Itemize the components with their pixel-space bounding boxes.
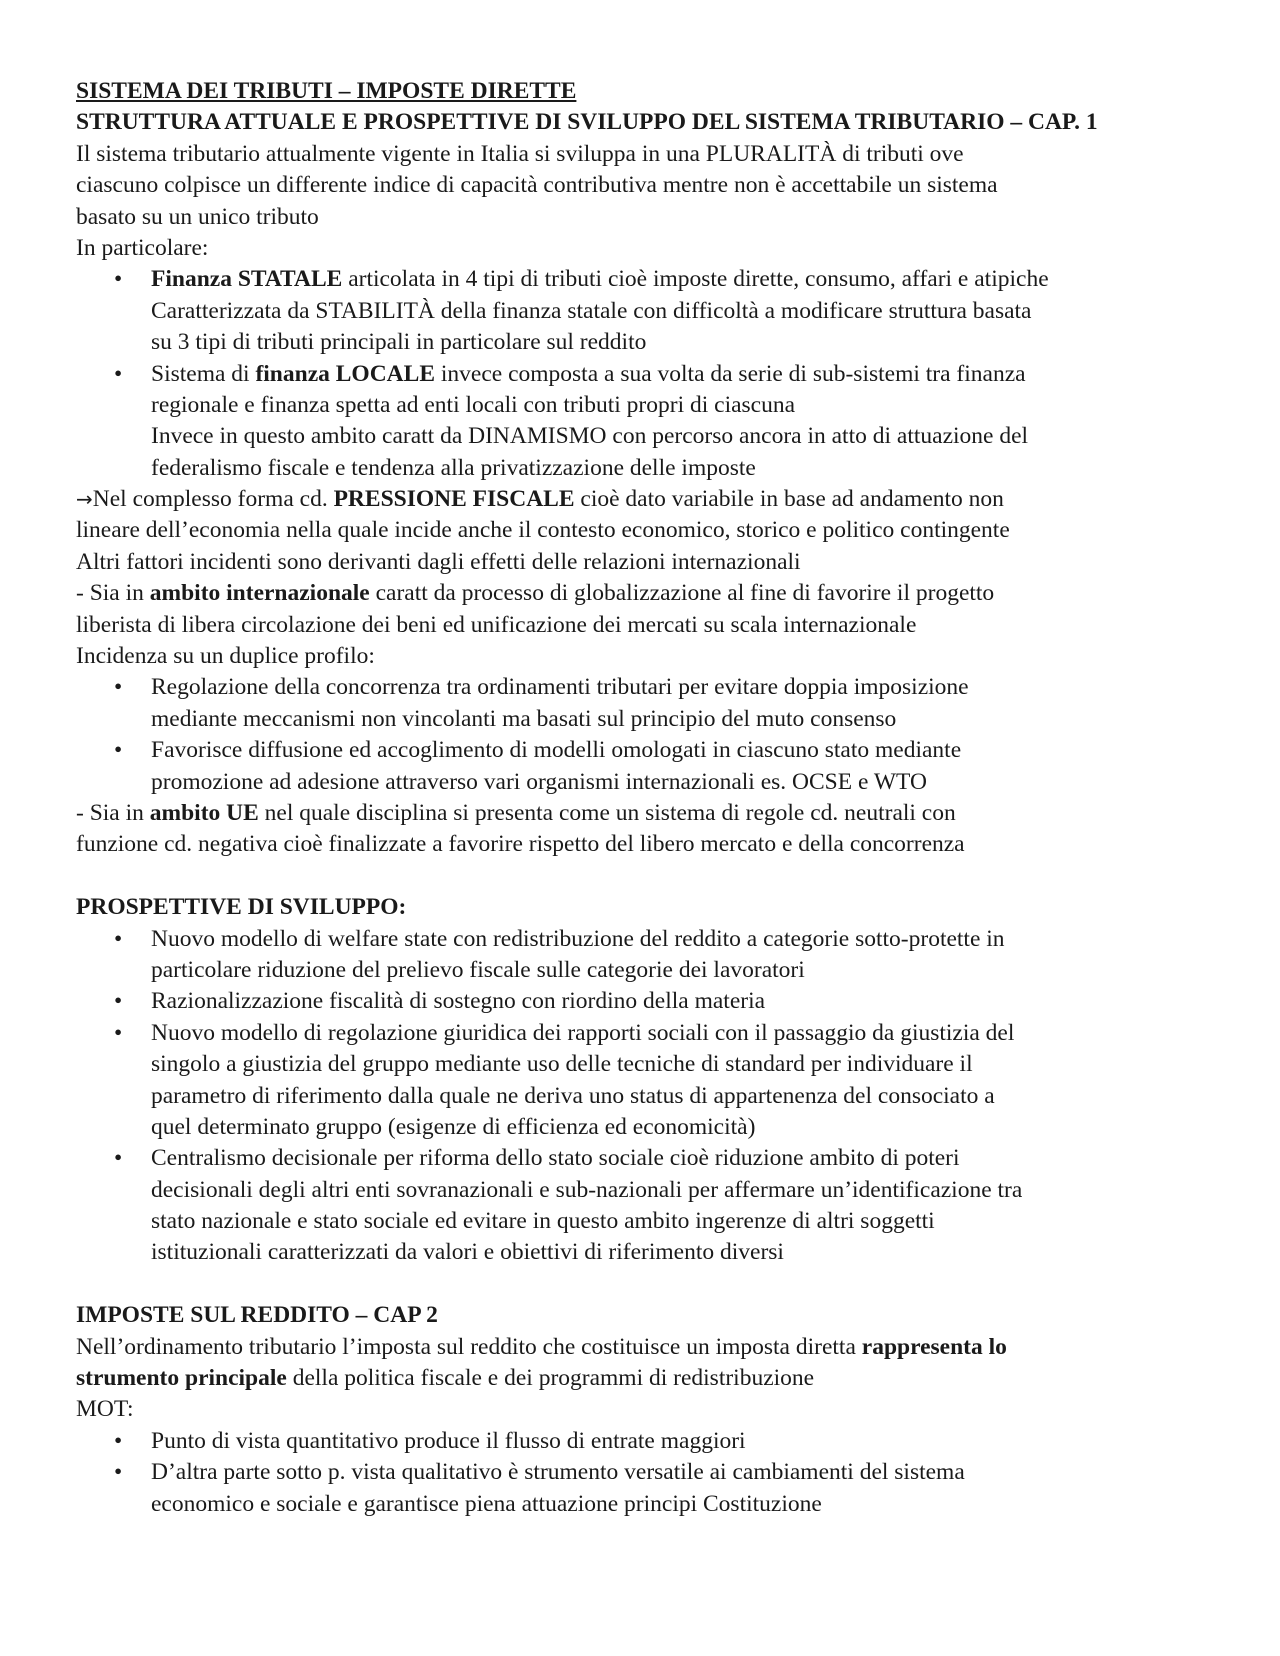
bullet-item-finanza-locale [76,359,1216,390]
bullet-continuation: singolo a giustizia del gruppo mediante uso delle tecniche di standard per individuare il [151,1051,973,1078]
bullet-continuation: particolare riduzione del prelievo fiscale sulle categorie dei lavoratori [151,956,805,983]
paragraph-line: basato su un unico tributo [76,203,319,230]
bullet-continuation: stato nazionale e stato sociale ed evitare in questo ambito ingerenze di altri soggetti [151,1208,935,1235]
paragraph-text: della politica fiscale e dei programmi di redistribuzione [286,1365,815,1392]
bullet-continuation: economico e sociale e garantisce piena attuazione principi Costituzione [151,1490,822,1517]
paragraph-line: Il sistema tributario attualmente vigente in Italia si sviluppa in una PLURALITÀ di tributi ove [76,140,964,167]
item-text: Nuovo modello di regolazione giuridica dei rapporti sociali con il passaggio da giustizia del [151,1019,1015,1046]
item-text: D’altra parte sotto p. vista qualitativo è strumento versatile ai cambiamenti del sistema [151,1459,965,1486]
bullet-item-favorisce [76,735,1216,766]
bullet-glyph: • [114,674,123,701]
paragraph-line [76,1332,1216,1363]
bullet-item-centralismo [76,1143,1216,1174]
bullet-item-razionalizzazione [76,986,1216,1017]
bullet-continuation: mediante meccanismi non vincolanti ma basati sul principio del muto consenso [151,705,897,732]
bullet-glyph: • [114,737,123,764]
bullet-item-qualitativo [76,1457,1216,1488]
bullet-glyph: • [114,988,123,1015]
document-page [76,76,1216,1520]
bullet-continuation: parametro di riferimento dalla quale ne deriva uno status di appartenenza del consociato a [151,1082,995,1109]
bullet-glyph: • [114,1459,123,1486]
paragraph-line: In particolare: [76,234,209,261]
bullet-continuation: decisionali degli altri enti sovranazionali e sub-nazionali per affermare un’identificazione tra [151,1176,1023,1203]
bold-text: ambito UE [149,799,259,826]
paragraph-line: Incidenza su un duplice profilo: [76,643,375,670]
paragraph-line: liberista di libera circolazione dei beni ed unificazione dei mercati su scala internazionale [76,611,917,638]
bullet-item-regolazione-giuridica [76,1018,1216,1049]
ambito-internazionale-line [76,578,1216,609]
bold-text: rappresenta lo [861,1333,1007,1360]
blank-line [76,1269,1216,1300]
bold-text: finanza LOCALE [255,360,435,387]
arrow-right-icon: → [76,487,93,512]
pressione-fiscale-line [76,484,1216,515]
bullet-item-regolazione [76,672,1216,703]
bullet-glyph: • [114,925,123,952]
bullet-continuation: promozione ad adesione attraverso vari organismi internazionali es. OCSE e WTO [151,768,927,795]
paragraph-text: cioè dato variabile in base ad andamento non [574,486,1004,513]
paragraph-text: caratt da processo di globalizzazione al fine di favorire il progetto [369,580,995,607]
mot-label: MOT: [76,1396,134,1423]
bullet-glyph: • [114,266,123,293]
paragraph-text: - Sia in [76,799,150,826]
bullet-item-welfare [76,924,1216,955]
paragraph-text: nel quale disciplina si presenta come un sistema di regole cd. neutrali con [258,799,956,826]
item-text: Regolazione della concorrenza tra ordinamenti tributari per evitare doppia imposizione [151,674,969,701]
item-text: articolata in 4 tipi di tributi cioè imposte dirette, consumo, affari e atipiche [342,266,1049,293]
paragraph-line: lineare dell’economia nella quale incide anche il contesto economico, storico e politico contingente [76,517,1010,544]
bullet-glyph: • [114,1427,123,1454]
bullet-continuation: Caratterizzata da STABILITÀ della finanza statale con difficoltà a modificare struttura basata [151,297,1032,324]
bullet-continuation: istituzionali caratterizzati da valori e obiettivi di riferimento diversi [151,1239,784,1266]
paragraph-line: ciascuno colpisce un differente indice di capacità contributiva mentre non è accettabile un sistema [76,172,998,199]
bullet-glyph: • [114,1145,123,1172]
paragraph-line: Altri fattori incidenti sono derivanti dagli effetti delle relazioni internazionali [76,548,801,575]
item-text: invece composta a sua volta da serie di sub-sistemi tra finanza [435,360,1026,387]
bullet-continuation: su 3 tipi di tributi principali in particolare sul reddito [151,329,647,356]
bold-text: Finanza STATALE [151,266,343,293]
paragraph-text: Nel complesso forma cd. [92,486,334,513]
bullet-item-finanza-statale [76,264,1216,295]
bullet-continuation: Invece in questo ambito caratt da DINAMISMO con percorso ancora in atto di attuazione del [151,423,1029,450]
paragraph-line [76,1363,1216,1394]
bullet-continuation: regionale e finanza spetta ad enti locali con tributi propri di ciascuna [151,391,796,418]
bullet-continuation: federalismo fiscale e tendenza alla privatizzazione delle imposte [151,454,756,481]
bullet-item-quantitativo [76,1426,1216,1457]
paragraph-line: funzione cd. negativa cioè finalizzate a favorire rispetto del libero mercato e della concorrenza [76,831,965,858]
bold-text: PRESSIONE FISCALE [333,486,575,513]
bullet-glyph: • [114,360,123,387]
item-text: Centralismo decisionale per riforma dello stato sociale cioè riduzione ambito di poteri [151,1145,960,1172]
paragraph-text: Nell’ordinamento tributario l’imposta sul reddito che costituisce un imposta diretta [76,1333,862,1360]
paragraph-text: - Sia in [76,580,150,607]
blank-line [76,861,1216,892]
bullet-continuation: quel determinato gruppo (esigenze di efficienza ed economicità) [151,1113,756,1140]
item-text: Nuovo modello di welfare state con redistribuzione del reddito a categorie sotto-protette in [151,925,1005,952]
bold-text: strumento principale [76,1365,287,1392]
item-text: Sistema di [151,360,256,387]
ambito-ue-line [76,798,1216,829]
bold-text: ambito internazionale [149,580,370,607]
chapter-2-heading: IMPOSTE SUL REDDITO – CAP 2 [76,1302,438,1329]
chapter-1-heading: STRUTTURA ATTUALE E PROSPETTIVE DI SVILUPPO DEL SISTEMA TRIBUTARIO – CAP. 1 [76,109,1098,136]
item-text: Punto di vista quantitativo produce il flusso di entrate maggiori [151,1427,746,1454]
document-title: SISTEMA DEI TRIBUTI – IMPOSTE DIRETTE [76,78,577,104]
item-text: Favorisce diffusione ed accoglimento di modelli omologati in ciascuno stato mediante [151,737,962,764]
bullet-glyph: • [114,1019,123,1046]
prospettive-heading: PROSPETTIVE DI SVILUPPO: [76,894,407,921]
item-text: Razionalizzazione fiscalità di sostegno con riordino della materia [151,988,766,1015]
